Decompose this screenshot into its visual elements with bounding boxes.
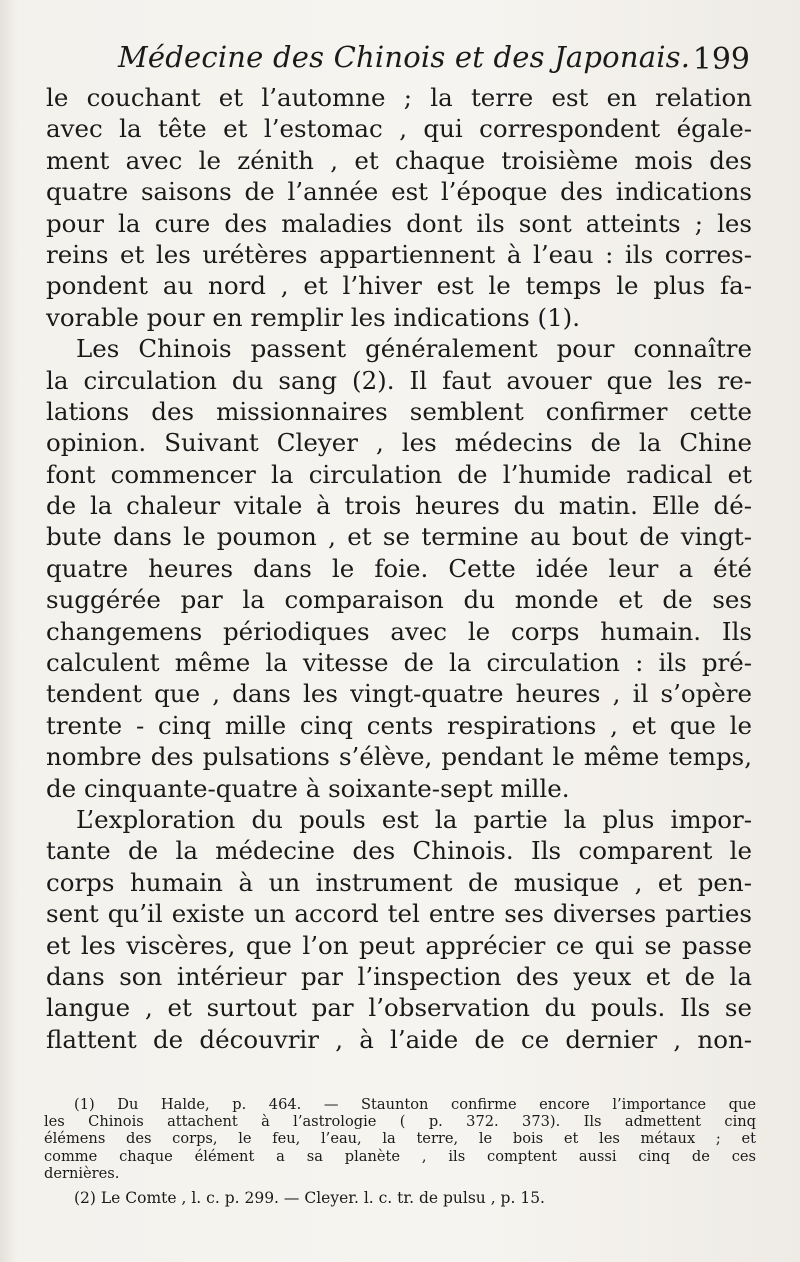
- footnote-line: comme chaque élément a sa planète , ils comptent aussi cinq de ces: [44, 1147, 756, 1165]
- text-line: quatre saisons de l’année est l’époque des indications: [46, 177, 752, 207]
- text-line: sent qu’il existe un accord tel entre ses diverses parties: [46, 899, 752, 929]
- running-title: Médecine des Chinois et des Japonais.: [118, 40, 691, 74]
- text-line: font commencer la circulation de l’humide radical et: [46, 459, 752, 489]
- text-line: lations des missionnaires semblent confirmer cette: [46, 396, 752, 426]
- footnote-1: [44, 1096, 756, 1182]
- text-line: corps humain à un instrument de musique , et pen-: [46, 867, 752, 897]
- footnotes: [44, 1096, 756, 1208]
- text-line: nombre des pulsations s’élève, pendant le même temps,: [46, 742, 752, 772]
- footnote-line: (1) Du Halde, p. 464. — Staunton confirme encore l’importance que: [74, 1096, 756, 1113]
- text-line: langue , et surtout par l’observation du pouls. Ils se: [46, 993, 752, 1023]
- footnote-line: élémens des corps, le feu, l’eau, la terre, le bois et les métaux ; et: [44, 1130, 756, 1148]
- footnote-2: [44, 1188, 756, 1208]
- text-line: tante de la médecine des Chinois. Ils comparent le: [46, 836, 752, 866]
- text-line: vorable pour en remplir les indications (1).: [46, 302, 581, 332]
- text-line: trente - cinq mille cinq cents respirations , et que le: [46, 710, 752, 740]
- text-line: la circulation du sang (2). Il faut avouer que les re-: [46, 365, 752, 395]
- text-line: avec la tête et l’estomac , qui correspondent égale-: [46, 114, 752, 144]
- text-line: tendent que , dans les vingt-quatre heures , il s’opère: [46, 679, 752, 709]
- page-number: 199: [692, 42, 750, 77]
- footnote-line: (2) Le Comte , l. c. p. 299. — Cleyer. l. c. tr. de pulsu , p. 15.: [74, 1188, 545, 1207]
- text-line: flattent de découvrir , à l’aide de ce dernier , non-: [46, 1024, 752, 1054]
- text-line: reins et les urétères appartiennent à l’eau : ils corres-: [46, 239, 752, 269]
- text-line: changemens périodiques avec le corps humain. Ils: [46, 616, 752, 646]
- paragraph-start-line: Les Chinois passent généralement pour connaître: [76, 334, 752, 364]
- text-line: dans son intérieur par l’inspection des yeux et de la: [46, 961, 752, 991]
- text-line: opinion. Suivant Cleyer , les médecins de la Chine: [46, 428, 752, 458]
- text-line: pondent au nord , et l’hiver est le temps le plus fa-: [46, 271, 752, 301]
- text-line: bute dans le poumon , et se termine au bout de vingt-: [46, 522, 752, 552]
- text-line: calculent même la vitesse de la circulation : ils pré-: [46, 648, 752, 678]
- text-line: le couchant et l’automne ; la terre est en relation: [46, 83, 752, 112]
- footnote-line: les Chinois attachent à l’astrologie ( p. 372. 373). Ils admettent cinq: [44, 1113, 756, 1131]
- text-line: quatre heures dans le foie. Cette idée leur a été: [46, 553, 752, 583]
- text-line: suggérée par la comparaison du monde et de ses: [46, 585, 752, 615]
- footnote-line: dernières.: [44, 1164, 120, 1182]
- running-header: [118, 40, 750, 84]
- text-line: ment avec le zénith , et chaque troisième mois des: [46, 145, 752, 175]
- paragraph-start-line: L’exploration du pouls est la partie la plus impor-: [76, 804, 752, 834]
- text-line: pour la cure des maladies dont ils sont atteints ; les: [46, 208, 752, 238]
- text-line: de la chaleur vitale à trois heures du matin. Elle dé-: [46, 491, 752, 521]
- text-line: de cinquante-quatre à soixante-sept mille.: [46, 773, 570, 803]
- text-line: et les viscères, que l’on peut apprécier ce qui se passe: [46, 930, 752, 960]
- body-text: [46, 82, 752, 1055]
